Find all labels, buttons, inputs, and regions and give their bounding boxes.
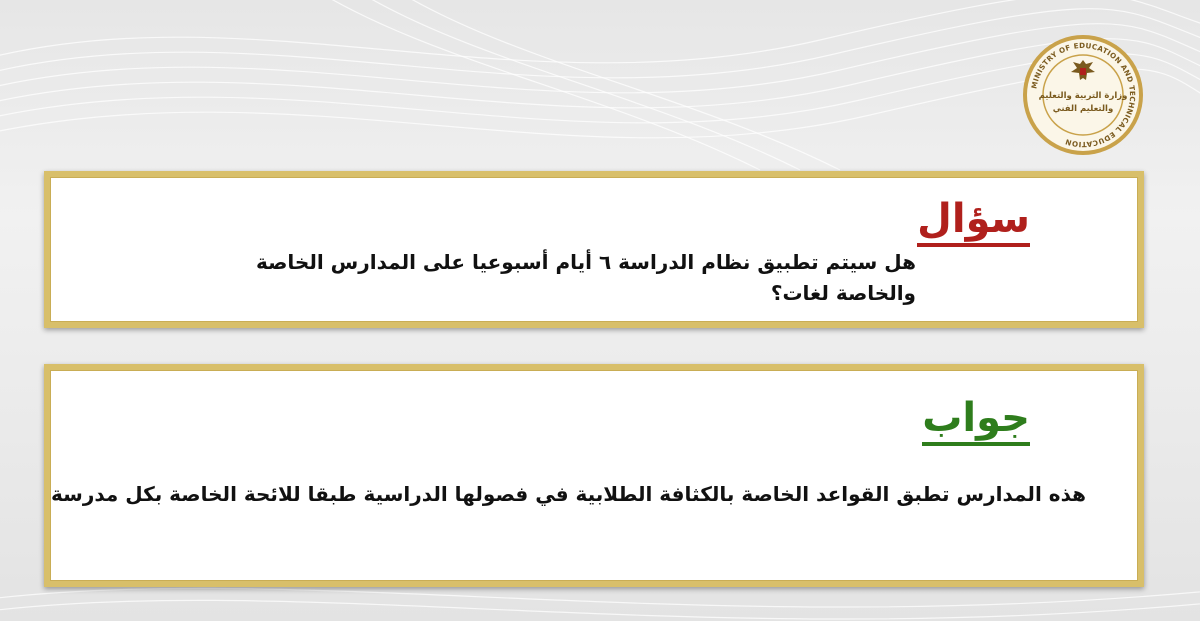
svg-text:MINISTRY OF EDUCATION AND TECH: MINISTRY OF EDUCATION AND TECHNICAL EDUCATION [1029,40,1138,150]
ministry-seal-logo [1022,34,1144,156]
svg-text:وزارة التربية والتعليم: وزارة التربية والتعليم [1038,91,1128,101]
answer-card [44,364,1144,587]
answer-text: هذه المدارس تطبق القواعد الخاصة بالكثافة الطلابية في فصولها الدراسية طبقا للائحة الخاصة بكل مدرسة [51,482,1086,506]
question-text: هل سيتم تطبيق نظام الدراسة ٦ أيام أسبوعيا على المدارس الخاصة والخاصة لغات؟ [255,250,916,305]
answer-heading: جواب [922,398,1030,446]
question-heading: سؤال [917,199,1030,247]
question-card [44,171,1144,328]
svg-text:والتعليم الفني: والتعليم الفني [1052,104,1114,114]
